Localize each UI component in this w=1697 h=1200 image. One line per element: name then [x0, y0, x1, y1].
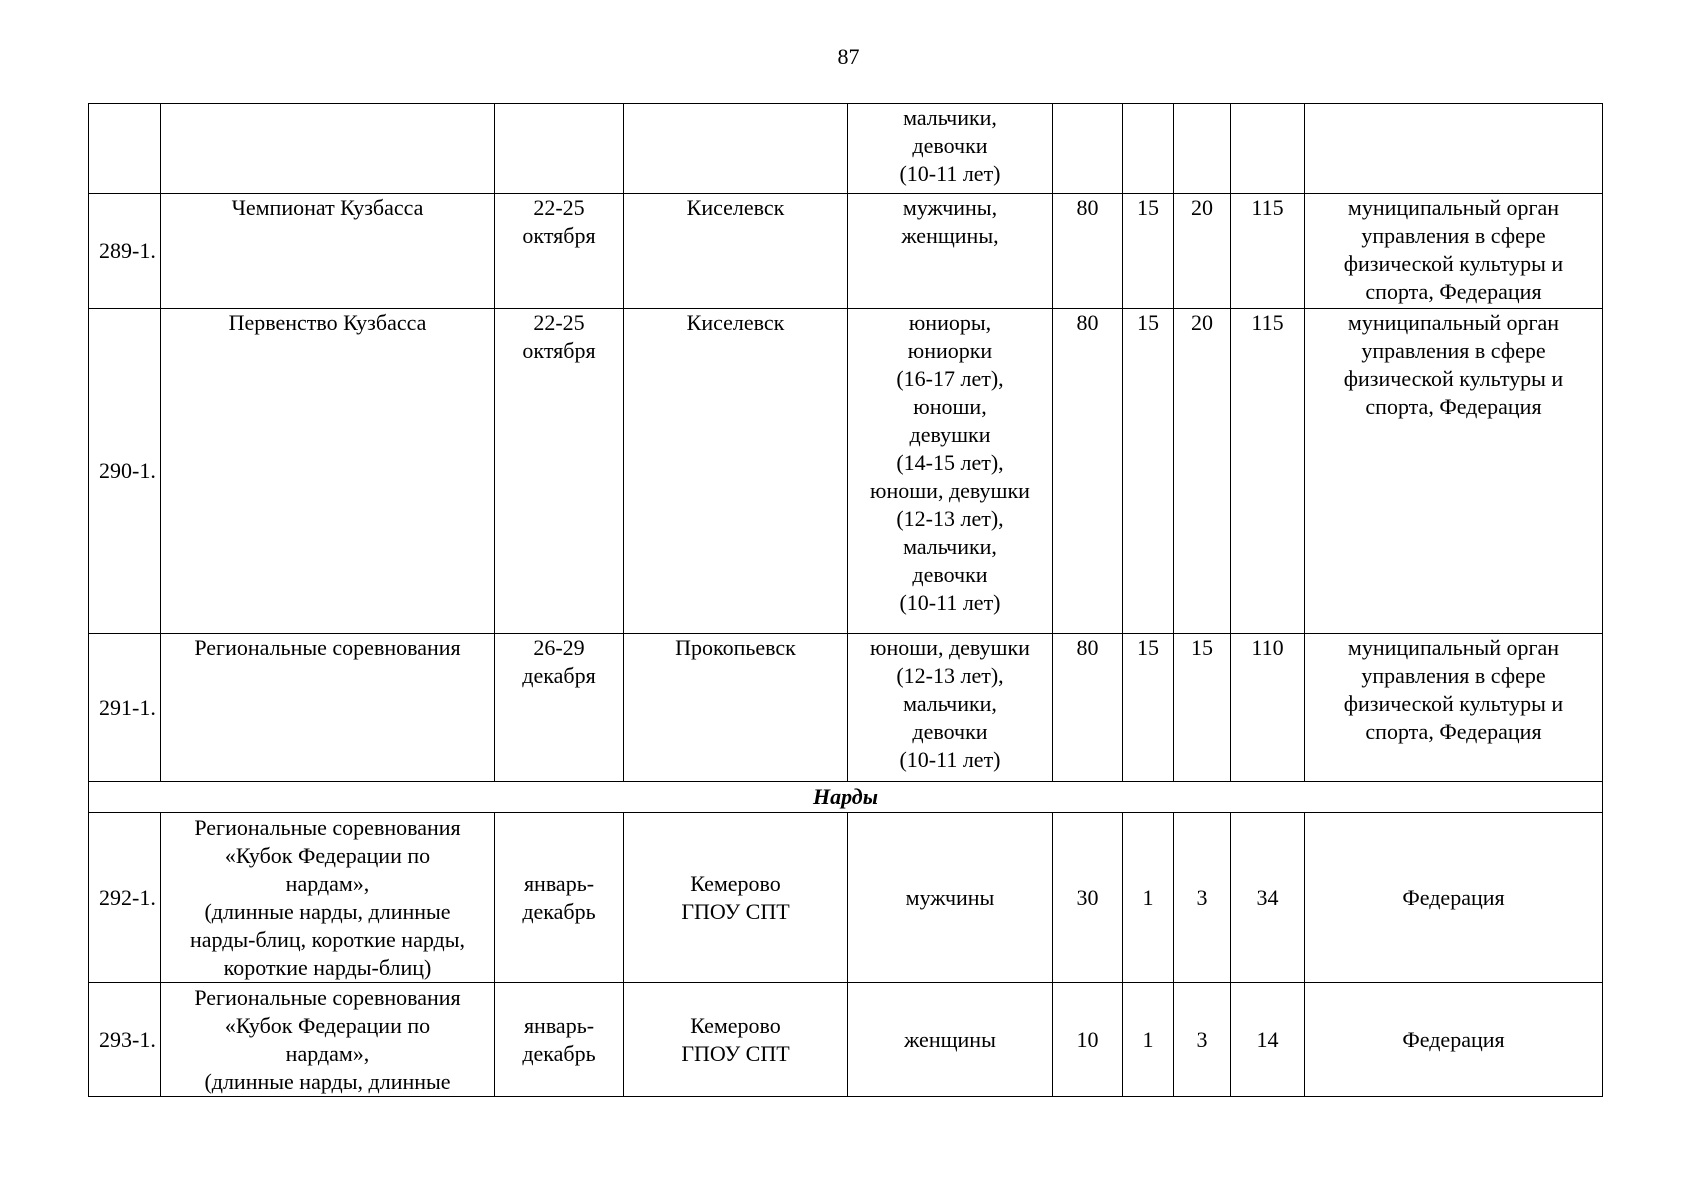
event-participants	[848, 983, 1053, 1097]
cell-line: девушки	[909, 422, 991, 447]
table-row	[89, 983, 1603, 1097]
table-row	[89, 309, 1603, 634]
count-total: 115	[1231, 309, 1305, 634]
row-number: 289-1.	[89, 194, 161, 309]
event-organizer	[1305, 634, 1603, 782]
cell-line: Чемпионат Кузбасса	[231, 195, 424, 220]
event-participants	[848, 194, 1053, 309]
event-place	[624, 309, 848, 634]
cell-line: управления в сфере	[1361, 338, 1546, 363]
row-number	[89, 104, 161, 194]
cell-line: физической культуры и	[1343, 366, 1564, 391]
row-number: 293-1.	[89, 983, 161, 1097]
count-col-2: 15	[1123, 309, 1174, 634]
event-name	[161, 309, 495, 634]
cell-line: 26-29	[533, 635, 585, 660]
cell-line: муниципальный орган	[1347, 195, 1560, 220]
cell-line: январь-	[523, 870, 595, 896]
event-dates	[495, 309, 624, 634]
cell-line: нардам»,	[285, 1040, 370, 1066]
cell-line: юниоры,	[908, 310, 992, 335]
row-number: 292-1.	[89, 813, 161, 983]
event-name	[161, 813, 495, 983]
cell-line: нарды-блиц, короткие нарды,	[189, 926, 466, 952]
cell-line: юноши,	[913, 394, 987, 419]
cell-line: мальчики,	[903, 534, 997, 559]
cell-line: декабрь	[522, 1040, 596, 1066]
cell-line: (10-11 лет)	[899, 590, 1001, 615]
cell-line: (10-11 лет)	[899, 747, 1001, 772]
count-total: 115	[1231, 194, 1305, 309]
cell-line: нардам»,	[285, 870, 370, 896]
cell-line: ГПОУ СПТ	[681, 1040, 790, 1066]
cell-line: Федерация	[1402, 884, 1505, 910]
cell-line: спорта, Федерация	[1365, 394, 1542, 419]
count-col-3: 3	[1174, 813, 1231, 983]
count-col-1: 80	[1053, 194, 1123, 309]
count-col-3	[1174, 104, 1231, 194]
cell-line: Киселевск	[686, 310, 785, 335]
cell-line: (16-17 лет),	[896, 366, 1004, 391]
cell-line: девочки	[912, 719, 988, 744]
cell-line: «Кубок Федерации по	[224, 842, 431, 868]
event-organizer	[1305, 309, 1603, 634]
cell-line: муниципальный орган	[1347, 310, 1560, 335]
cell-line: (10-11 лет)	[899, 161, 1001, 186]
event-organizer	[1305, 194, 1603, 309]
count-total: 110	[1231, 634, 1305, 782]
cell-line: мальчики,	[903, 105, 997, 130]
cell-line: управления в сфере	[1361, 663, 1546, 688]
cell-line: Киселевск	[686, 195, 785, 220]
count-col-1: 10	[1053, 983, 1123, 1097]
cell-line: Первенство Кузбасса	[228, 310, 427, 335]
cell-line: юноши, девушки	[870, 478, 1030, 503]
cell-line: мужчины,	[902, 195, 998, 220]
cell-line: (12-13 лет),	[896, 506, 1004, 531]
cell-line: декабря	[522, 663, 596, 688]
cell-line: девочки	[912, 562, 988, 587]
cell-line: Кемерово	[690, 870, 781, 896]
cell-line: октября	[522, 223, 596, 248]
count-col-3: 20	[1174, 309, 1231, 634]
event-dates	[495, 634, 624, 782]
competition-schedule-table	[88, 103, 1603, 1097]
event-place	[624, 104, 848, 194]
cell-line: муниципальный орган	[1347, 635, 1560, 660]
table-row	[89, 194, 1603, 309]
event-name	[161, 104, 495, 194]
count-col-3: 15	[1174, 634, 1231, 782]
cell-line: (длинные нарды, длинные	[204, 898, 451, 924]
cell-line: (длинные нарды, длинные	[204, 1068, 451, 1094]
event-dates	[495, 983, 624, 1097]
table-row	[89, 104, 1603, 194]
cell-line: Прокопьевск	[675, 635, 796, 660]
count-total: 14	[1231, 983, 1305, 1097]
table-row	[89, 634, 1603, 782]
cell-line: девочки	[912, 133, 988, 158]
cell-line: управления в сфере	[1361, 223, 1546, 248]
event-place	[624, 983, 848, 1097]
row-number: 290-1.	[89, 309, 161, 634]
section-title: Нарды	[89, 782, 1603, 813]
cell-line: октября	[522, 338, 596, 363]
cell-line: Региональные соревнования	[194, 984, 461, 1010]
table-row	[89, 813, 1603, 983]
count-col-2: 15	[1123, 194, 1174, 309]
count-col-2: 1	[1123, 813, 1174, 983]
event-name	[161, 634, 495, 782]
event-organizer	[1305, 983, 1603, 1097]
cell-line: 22-25	[533, 195, 585, 220]
cell-line: (14-15 лет),	[896, 450, 1004, 475]
cell-line: Региональные соревнования	[194, 814, 461, 840]
cell-line: Кемерово	[690, 1012, 781, 1038]
cell-line: «Кубок Федерации по	[224, 1012, 431, 1038]
cell-line: Федерация	[1402, 1026, 1505, 1052]
event-dates	[495, 104, 624, 194]
event-name	[161, 983, 495, 1097]
event-participants	[848, 634, 1053, 782]
cell-line: женщины,	[901, 223, 999, 248]
cell-line: физической культуры и	[1343, 251, 1564, 276]
cell-line: женщины	[904, 1026, 996, 1052]
count-col-2	[1123, 104, 1174, 194]
count-col-1: 30	[1053, 813, 1123, 983]
event-dates	[495, 194, 624, 309]
cell-line: спорта, Федерация	[1365, 719, 1542, 744]
event-organizer	[1305, 813, 1603, 983]
count-col-1	[1053, 104, 1123, 194]
event-name	[161, 194, 495, 309]
cell-line: юноши, девушки	[870, 635, 1030, 660]
section-header-row	[89, 782, 1603, 813]
event-participants	[848, 813, 1053, 983]
cell-line: короткие нарды-блиц)	[223, 954, 432, 980]
event-place	[624, 813, 848, 983]
count-col-2: 15	[1123, 634, 1174, 782]
count-col-1: 80	[1053, 634, 1123, 782]
event-dates	[495, 813, 624, 983]
event-participants	[848, 309, 1053, 634]
event-place	[624, 194, 848, 309]
row-number: 291-1.	[89, 634, 161, 782]
count-col-2: 1	[1123, 983, 1174, 1097]
count-col-1: 80	[1053, 309, 1123, 634]
cell-line: мужчины	[905, 884, 995, 910]
cell-line: ГПОУ СПТ	[681, 898, 790, 924]
event-organizer	[1305, 104, 1603, 194]
page-number: 87	[837, 44, 860, 69]
cell-line: мальчики,	[903, 691, 997, 716]
cell-line: юниорки	[907, 338, 993, 363]
cell-line: (12-13 лет),	[896, 663, 1004, 688]
count-total	[1231, 104, 1305, 194]
cell-line: январь-	[523, 1012, 595, 1038]
cell-line: декабрь	[522, 898, 596, 924]
cell-line: физической культуры и	[1343, 691, 1564, 716]
count-col-3: 3	[1174, 983, 1231, 1097]
cell-line: Региональные соревнования	[194, 635, 461, 660]
count-total: 34	[1231, 813, 1305, 983]
event-place	[624, 634, 848, 782]
count-col-3: 20	[1174, 194, 1231, 309]
event-participants	[848, 104, 1053, 194]
cell-line: 22-25	[533, 310, 585, 335]
cell-line: спорта, Федерация	[1365, 279, 1542, 304]
